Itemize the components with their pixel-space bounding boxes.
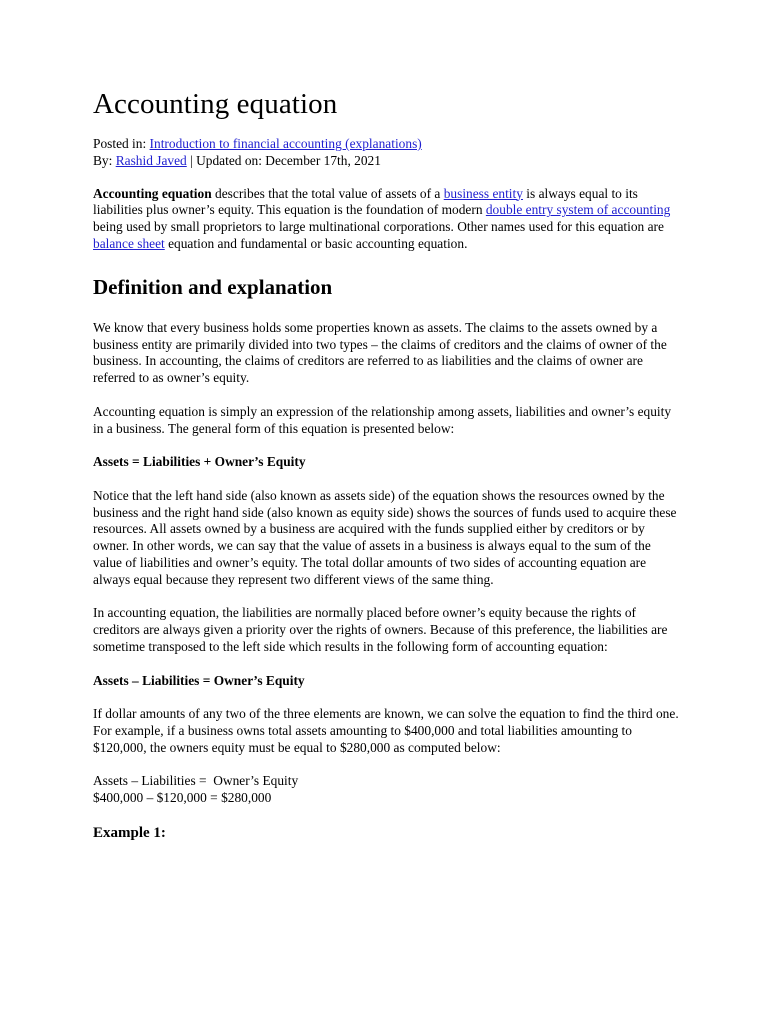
example-heading: Example 1: xyxy=(93,824,166,841)
intro-paragraph xyxy=(93,186,683,253)
intro-text: describes that the total value of assets of a xyxy=(211,185,444,201)
article xyxy=(93,84,683,843)
posted-in-label: Posted in: xyxy=(93,136,150,151)
by-label: By: xyxy=(93,152,116,168)
paragraph: We know that every business holds some properties known as assets. The claims to the assets owned by a business entity are primarily divided into two types – the claims of creditors and the claims of owner of the business. In accounting, the claims of creditors are referred to as liabilities and the claims of owner are referred to as owner’s equity. xyxy=(93,319,667,386)
byline xyxy=(93,153,683,170)
author-link[interactable]: Rashid Javed xyxy=(115,152,187,168)
section-heading-definition: Definition and explanation xyxy=(93,274,333,299)
paragraph: Accounting equation is simply an expression of the relationship among assets, liabilities and owner’s equity in a business. The general form of this equation is presented below: xyxy=(93,403,672,436)
paragraph: In accounting equation, the liabilities are normally placed before owner’s equity because the rights of creditors are always given a priority over the rights of owners. Because of this preference, the liabilities are sometime transposed to the left side which results in the following form of accounting equation: xyxy=(93,605,668,654)
calculation-line: Assets – Liabilities = Owner’s Equity xyxy=(93,773,299,789)
category-link[interactable]: Introduction to financial accounting (explanations) xyxy=(149,136,422,151)
paragraph: Notice that the left hand side (also known as assets side) of the equation shows the resources owned by the business and the right hand side (also known as equity side) shows the sources of funds used to acquire these resources. All assets owned by a business are acquired with the funds supplied either by creditors or by owner. In other words, we can say that the value of assets in a business is always equal to the sum of the value of liabilities and owner’s equity. The total dollar amounts of two sides of accounting equation are always equal because they represent two different views of the same thing. xyxy=(93,487,677,587)
business-entity-link[interactable]: business entity xyxy=(443,185,523,201)
updated-date: | Updated on: December 17th, 2021 xyxy=(186,152,381,168)
intro-term: Accounting equation xyxy=(93,185,212,201)
calculation-line: $400,000 – $120,000 = $280,000 xyxy=(93,790,272,806)
equation: Assets = Liabilities + Owner’s Equity xyxy=(93,454,306,470)
balance-sheet-link[interactable]: balance sheet xyxy=(93,235,165,251)
post-meta xyxy=(93,136,683,170)
intro-text: equation and fundamental or basic accounting equation. xyxy=(164,235,468,251)
paragraph: If dollar amounts of any two of the three elements are known, we can solve the equation to find the third one. For example, if a business owns total assets amounting to $400,000 and total liabilities amounting to $120,000, the owners equity must be equal to $280,000 as computed below: xyxy=(93,706,679,755)
intro-text: being used by small proprietors to large multinational corporations. Other names used for this equation are xyxy=(93,219,664,235)
equation: Assets – Liabilities = Owner’s Equity xyxy=(93,672,305,688)
intro-text: is always equal to its liabilities plus owner’s equity. This equation is the foundation of modern xyxy=(93,185,638,218)
calculation xyxy=(93,773,683,807)
posted-in-line xyxy=(93,136,683,153)
double-entry-link[interactable]: double entry system of accounting xyxy=(485,202,671,218)
page-title: Accounting equation xyxy=(93,88,338,120)
